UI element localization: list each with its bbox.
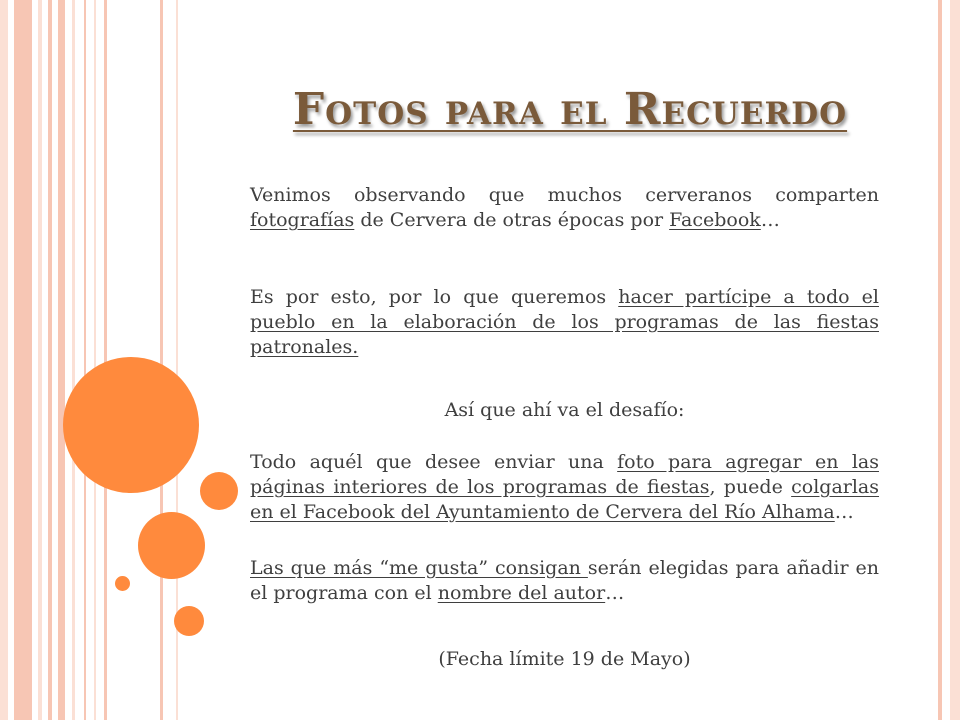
underlined-text: fotografías — [250, 209, 355, 231]
medium-orange-circle — [200, 472, 238, 510]
deadline-note: (Fecha límite 19 de Mayo) — [438, 648, 691, 670]
stripe-decoration — [84, 0, 86, 720]
text-segment: … — [605, 582, 625, 604]
large-orange-circle — [63, 357, 199, 493]
instructions-paragraph — [250, 450, 879, 525]
stripe-decoration — [58, 0, 65, 720]
stripe-decoration — [160, 0, 163, 720]
small-orange-circle — [115, 576, 130, 591]
stripe-decoration — [104, 0, 107, 720]
stripe-decoration — [950, 0, 960, 720]
text-segment: … — [834, 501, 854, 523]
underlined-text: hacer partícipe a todo el pueblo en la elaboración de los programas de las fiestas patronales. — [250, 286, 879, 358]
purpose-paragraph — [250, 285, 879, 360]
underlined-text: nombre del autor — [437, 582, 606, 604]
intro-paragraph — [250, 183, 879, 233]
medium-orange-circle — [138, 512, 205, 579]
slide-title: Fotos para el Recuerdo — [292, 84, 848, 135]
stripe-decoration — [0, 0, 8, 720]
small-orange-circle — [174, 606, 204, 636]
selection-paragraph — [250, 556, 879, 606]
stripe-decoration — [94, 0, 96, 720]
stripe-decoration — [14, 0, 32, 720]
underlined-text: Facebook — [669, 209, 761, 231]
text-segment: … — [760, 209, 780, 231]
underlined-text: colgarlas en el Facebook del Ayuntamiento de Cervera del Río Alhama — [250, 476, 880, 523]
text-segment: Todo aquél que desee enviar una — [250, 451, 618, 473]
text-segment: Venimos observando que muchos cerveranos comparten — [250, 184, 879, 206]
stripe-decoration — [48, 0, 52, 720]
underlined-text: Las que más “me gusta” consigan — [250, 557, 588, 579]
text-segment: de Cervera de otras épocas por — [354, 209, 670, 231]
challenge-line: Así que ahí va el desafío: — [444, 399, 685, 421]
text-segment: , puede — [709, 476, 792, 498]
text-segment: serán elegidas para añadir en el programa con el — [250, 557, 879, 604]
underlined-text: foto para agregar en las páginas interiores de los programas de fiestas — [250, 451, 879, 498]
text-segment: Es por esto, por lo que queremos — [250, 286, 619, 308]
stripe-decoration — [38, 0, 42, 720]
stripe-decoration — [72, 0, 75, 720]
